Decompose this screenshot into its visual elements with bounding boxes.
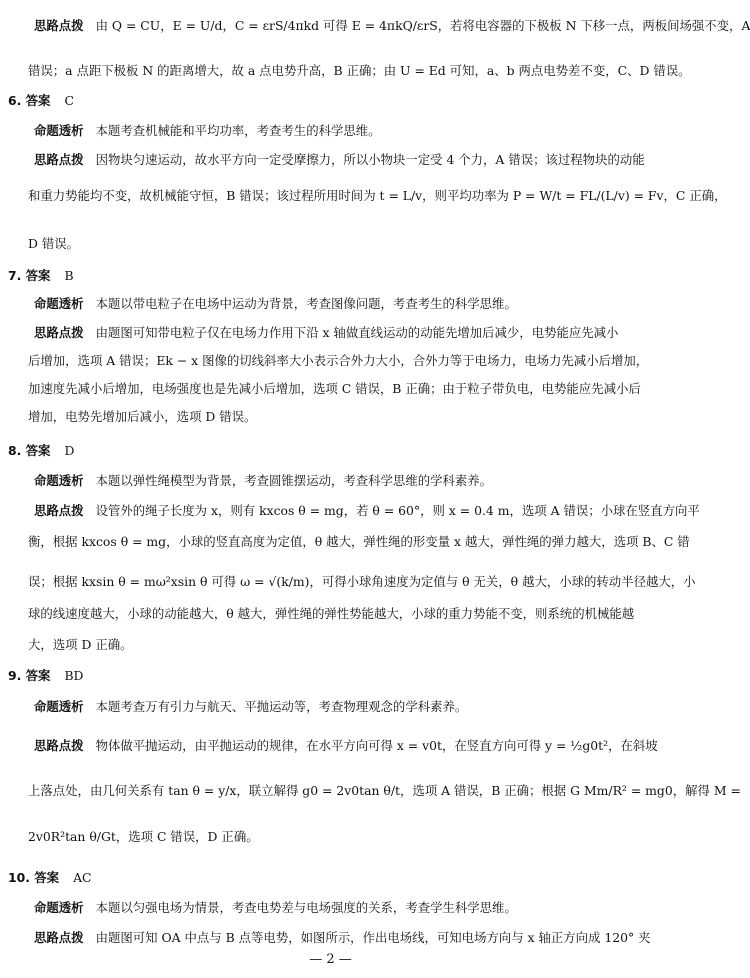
answer-label: 答案 bbox=[25, 443, 51, 458]
answer-value: B bbox=[64, 268, 74, 283]
answer-value: AC bbox=[73, 870, 92, 885]
question-6-header bbox=[8, 93, 648, 109]
line-text: 后增加，选项 A 错误；Ek − x 图像的切线斜率大小表示合外力大小，合外力等于电场力，电场力先减小后增加， bbox=[28, 353, 649, 368]
line-text: 物体做平抛运动，由平抛运动的规律，在水平方向可得 x = v0t，在竖直方向可得 y = ½g0t²，在斜坡 bbox=[95, 738, 658, 753]
line-text: 大，选项 D 正确。 bbox=[28, 637, 133, 652]
line-24 bbox=[28, 783, 741, 799]
answer-value: D bbox=[64, 443, 75, 458]
section-label: 思路点拨 bbox=[34, 18, 84, 33]
line-4 bbox=[34, 123, 648, 139]
question-7-header bbox=[8, 268, 648, 284]
section-label: 命题透析 bbox=[34, 473, 84, 488]
line-text: 增加，电势先增加后减小，选项 D 错误。 bbox=[28, 409, 257, 424]
question-number: 9. bbox=[8, 668, 22, 683]
line-text: 由 Q = CU，E = U/d，C = εrS/4πkd 可得 E = 4πkQ/εrS，若将电容器的下极板 N 下移一点，两板间场强不变，A bbox=[95, 18, 750, 33]
line-text: 本题以匀强电场为情景，考查电势差与电场强度的关系，考查学生科学思维。 bbox=[95, 900, 517, 915]
line-13 bbox=[28, 409, 648, 425]
line-text: 衡，根据 kxcos θ = mg，小球的竖直高度为定值，θ 越大，弹性绳的形变量 x 越大，弹性绳的弹力越大，选项 B、C 错 bbox=[28, 534, 690, 549]
line-text: 由题图可知 OA 中点与 B 点等电势，如图所示，作出电场线，可知电场方向与 x 轴正方向成 120° 夹 bbox=[95, 930, 651, 945]
answer-value: BD bbox=[64, 668, 84, 683]
section-label: 思路点拨 bbox=[34, 325, 84, 340]
answer-label: 答案 bbox=[25, 93, 51, 108]
line-text: 本题考查万有引力与航天、平抛运动等，考查物理观念的学科素养。 bbox=[95, 699, 468, 714]
line-15 bbox=[34, 473, 648, 489]
page-number: — 2 — bbox=[309, 952, 352, 967]
line-16 bbox=[34, 503, 700, 519]
answer-label: 答案 bbox=[34, 870, 60, 885]
line-text: 本题以带电粒子在电场中运动为背景，考查图像问题，考查考生的科学思维。 bbox=[95, 296, 517, 311]
section-label: 命题透析 bbox=[34, 296, 84, 311]
answer-value: C bbox=[64, 93, 74, 108]
answer-label: 答案 bbox=[25, 268, 51, 283]
line-7 bbox=[28, 236, 648, 252]
line-text: 上落点处，由几何关系有 tan θ = y/x，联立解得 g0 = 2v0tan θ/t，选项 A 错误，B 正确；根据 G Mm/R² = mg0，解得 M = bbox=[28, 783, 741, 798]
section-label: 命题透析 bbox=[34, 900, 84, 915]
line-text: 2v0R²tan θ/Gt，选项 C 错误，D 正确。 bbox=[28, 829, 259, 844]
line-text: 球的线速度越大，小球的动能越大，θ 越大，弹性绳的弹性势能越大，小球的重力势能不变，则系统的机械能越 bbox=[28, 606, 635, 621]
question-8-header bbox=[8, 443, 648, 459]
line-5 bbox=[34, 152, 648, 168]
line-2 bbox=[28, 63, 691, 79]
answer-label: 答案 bbox=[25, 668, 51, 683]
section-label: 思路点拨 bbox=[34, 738, 84, 753]
line-18 bbox=[28, 574, 696, 590]
line-text: 错误；a 点距下极板 N 的距离增大，故 a 点电势升高，B 正确；由 U = Ed 可知，a、b 两点电势差不变，C、D 错误。 bbox=[28, 63, 691, 78]
section-label: 命题透析 bbox=[34, 699, 84, 714]
section-label: 思路点拨 bbox=[34, 152, 84, 167]
line-text: 由题图可知带电粒子仅在电场力作用下沿 x 轴做直线运动的动能先增加后减少，电势能应先减小 bbox=[95, 325, 619, 340]
question-10-header bbox=[8, 870, 648, 886]
line-text: 本题考查机械能和平均功率，考查考生的科学思维。 bbox=[95, 123, 381, 138]
line-12 bbox=[28, 381, 648, 397]
line-text: 因物块匀速运动，故水平方向一定受摩擦力，所以小物块一定受 4 个力，A 错误；该过程物块的动能 bbox=[95, 152, 645, 167]
line-6 bbox=[28, 188, 727, 204]
line-17 bbox=[28, 534, 690, 550]
line-20 bbox=[28, 637, 648, 653]
line-1 bbox=[34, 18, 750, 34]
question-number: 7. bbox=[8, 268, 22, 283]
question-number: 10. bbox=[8, 870, 30, 885]
line-text: 设管外的绳子长度为 x，则有 kxcos θ = mg，若 θ = 60°，则 x = 0.4 m，选项 A 错误；小球在竖直方向平 bbox=[95, 503, 700, 518]
question-9-header bbox=[8, 668, 648, 684]
line-text: 误；根据 kxsin θ = mω²xsin θ 可得 ω = √(k/m)，可得小球角速度为定值与 θ 无关，θ 越大，小球的转动半径越大，小 bbox=[28, 574, 696, 589]
line-10 bbox=[34, 325, 648, 341]
line-19 bbox=[28, 606, 648, 622]
line-11 bbox=[28, 353, 648, 369]
line-text: 本题以弹性绳模型为背景，考查圆锥摆运动，考查科学思维的学科素养。 bbox=[95, 473, 493, 488]
line-27 bbox=[34, 900, 648, 916]
line-23 bbox=[34, 738, 658, 754]
line-text: 和重力势能均不变，故机械能守恒，B 错误；该过程所用时间为 t = L/v，则平均功率为 P = W/t = FL/(L/v) = Fv，C 正确， bbox=[28, 188, 727, 203]
line-9 bbox=[34, 296, 648, 312]
line-text: D 错误。 bbox=[28, 236, 80, 251]
section-label: 命题透析 bbox=[34, 123, 84, 138]
question-number: 8. bbox=[8, 443, 22, 458]
section-label: 思路点拨 bbox=[34, 503, 84, 518]
section-label: 思路点拨 bbox=[34, 930, 84, 945]
question-number: 6. bbox=[8, 93, 22, 108]
line-25 bbox=[28, 829, 648, 845]
line-22 bbox=[34, 699, 648, 715]
line-28 bbox=[34, 930, 651, 946]
line-text: 加速度先减小后增加，电场强度也是先减小后增加，选项 C 错误，B 正确；由于粒子带负电，电势能应先减小后 bbox=[28, 381, 641, 396]
